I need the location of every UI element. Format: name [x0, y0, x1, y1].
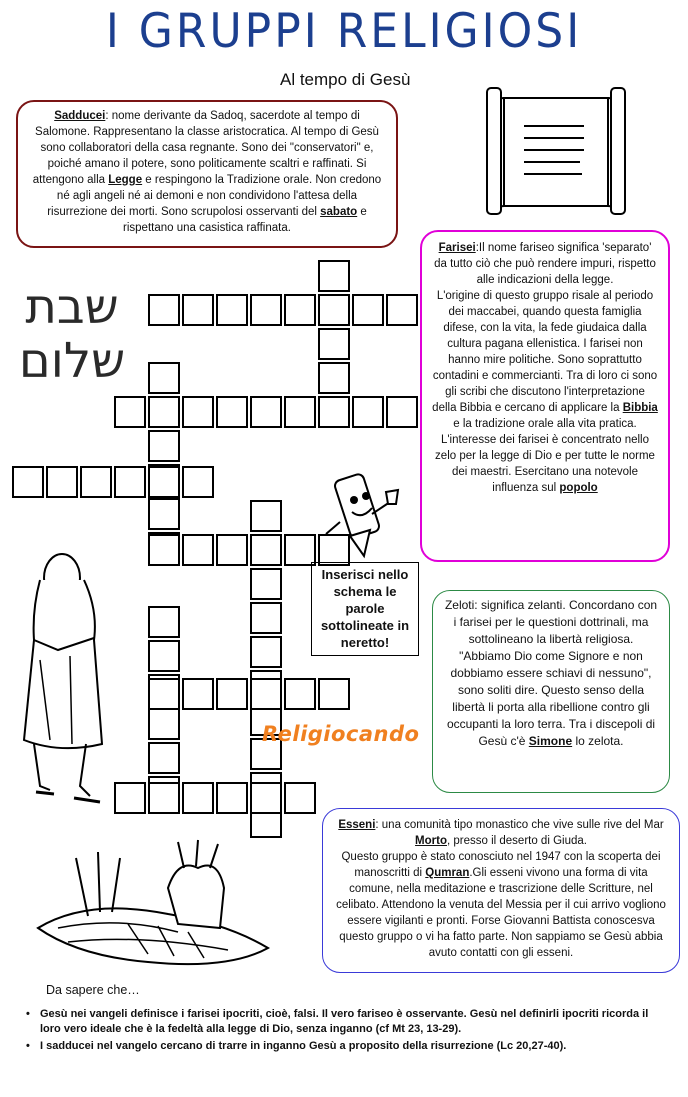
crossword-cell[interactable] [250, 602, 282, 634]
esseni-box [322, 808, 680, 973]
hebrew-line-1: שבת [25, 279, 119, 335]
crossword-cell[interactable] [352, 396, 384, 428]
crossword-cell[interactable] [250, 500, 282, 532]
zeloti-box [432, 590, 670, 793]
crossword-cell[interactable] [250, 678, 282, 710]
hebrew-line-2: שלום [18, 333, 126, 389]
crossword-cell[interactable] [318, 294, 350, 326]
crossword-cell[interactable] [148, 396, 180, 428]
notes-list [26, 1007, 666, 1054]
crossword-cell[interactable] [148, 678, 180, 710]
crossword-cell[interactable] [148, 498, 180, 530]
keyword-qumran: Qumran [425, 867, 470, 879]
crossword-cell[interactable] [148, 640, 180, 672]
keyword-bibbia: Bibbia [622, 402, 658, 414]
zeloti-text: Zeloti: significa zelanti. Concordano con i farisei per le questioni dottrinali, ma sottolineano la libertà religiosa. "Abbiamo Dio come Signore e non dobbiamo essere schiavi di nessuno", sono soliti dire. Questo senso della libertà li porta alla ribellione contro gli occupanti la loro terra. Tra i discepoli di Gesù c'è [444, 598, 658, 748]
crossword-cell[interactable] [216, 294, 248, 326]
page-title: I GRUPPI RELIGIOSI [105, 3, 583, 60]
keyword-legge: Legge [108, 174, 143, 186]
pencil-mascot-illustration [320, 462, 410, 562]
crossword-cell[interactable] [114, 466, 146, 498]
crossword-cell[interactable] [250, 636, 282, 668]
crossword-cell[interactable] [250, 568, 282, 600]
crossword-cell[interactable] [148, 362, 180, 394]
crossword-cell[interactable] [182, 294, 214, 326]
crossword-cell[interactable] [182, 782, 214, 814]
farisei-text-3: e la tradizione orale alla vita pratica. [453, 418, 637, 430]
hebrew-shabbat-shalom [12, 280, 132, 388]
crossword-cell[interactable] [318, 678, 350, 710]
scrolls-illustration [28, 828, 278, 978]
crossword-cell[interactable] [182, 396, 214, 428]
crossword-cell[interactable] [148, 782, 180, 814]
instruction-box: Inserisci nello schema le parole sottolineate in neretto! [311, 562, 419, 656]
sadducei-text-3: e rispettano una casistica raffinata. [123, 206, 367, 234]
crossword-cell[interactable] [318, 328, 350, 360]
esseni-term: Esseni [338, 819, 376, 831]
crossword-cell[interactable] [250, 782, 282, 814]
jesus-figure-illustration [10, 540, 120, 810]
crossword-cell[interactable] [148, 294, 180, 326]
keyword-morto: Morto [415, 835, 447, 847]
crossword-cell[interactable] [318, 362, 350, 394]
crossword-cell[interactable] [284, 396, 316, 428]
crossword-cell[interactable] [216, 396, 248, 428]
crossword-cell[interactable] [386, 294, 418, 326]
crossword-cell[interactable] [182, 534, 214, 566]
crossword-cell[interactable] [284, 782, 316, 814]
crossword-cell[interactable] [318, 396, 350, 428]
sadducei-text: : nome derivante da Sadoq, sacerdote al tempo di Salomone. Rappresentano la classe aristocratica. Al tempo di Gesù sono collaboratori della casa regnante. Sono dei "conservatori" e, poiché amano il potere, sono politicamente scaltri e raffinati. Si attengono alla [32, 110, 379, 186]
farisei-text-4: L'interesse dei farisei è concentrato nello zelo per la legge di Dio e per tutte le norme dei maestri. Esercitano una notevole influenza sul [435, 434, 655, 494]
crossword-cell[interactable] [284, 678, 316, 710]
esseni-text-2: , presso il deserto di Giuda. [446, 835, 587, 847]
crossword-cell[interactable] [182, 466, 214, 498]
crossword-cell[interactable] [216, 534, 248, 566]
crossword-cell[interactable] [80, 466, 112, 498]
note-item: • I sadducei nel vangelo cercano di trarre in inganno Gesù a proposito della risurrezione (Lc 20,27-40). [26, 1039, 666, 1054]
crossword-cell[interactable] [250, 396, 282, 428]
farisei-text: :Il nome fariseo significa 'separato' da tutto ciò che può rendere impuri, rispetto alle indicazioni della legge. [434, 242, 656, 286]
crossword-cell[interactable] [148, 606, 180, 638]
sapere-title: Da sapere che… [46, 983, 140, 997]
scroll-illustration [484, 86, 644, 216]
sadducei-term: Sadducei [54, 110, 106, 122]
crossword-cell[interactable] [284, 294, 316, 326]
page-subtitle: Al tempo di Gesù [280, 70, 411, 89]
crossword-cell[interactable] [12, 466, 44, 498]
crossword-cell[interactable] [318, 260, 350, 292]
keyword-popolo: popolo [559, 482, 598, 494]
crossword-cell[interactable] [148, 466, 180, 498]
esseni-text: : una comunità tipo monastico che vive sulle rive del Mar [375, 819, 664, 831]
sadducei-box [16, 100, 398, 248]
crossword-cell[interactable] [250, 294, 282, 326]
keyword-sabato: sabato [320, 206, 358, 218]
sadducei-text-2: e respingono la Tradizione orale. Non credono né agli angeli né ai demoni e non condividono l'attesa della risurrezione dei morti. Sono scrupolosi osservanti del [47, 174, 382, 218]
crossword-cell[interactable] [148, 742, 180, 774]
esseni-text-3: Questo gruppo è stato conosciuto nel 1947 con la scoperta dei manoscritti di [341, 851, 661, 879]
farisei-term: Farisei [438, 242, 476, 254]
farisei-box [420, 230, 670, 562]
esseni-text-4: .Gli esseni vivono una forma di vita comune, nella meditazione e trascrizione delle Scritture, nel celibato. Attendono la venuta del Messia per il cui arrivo vogliono essere vigilanti e pronti. Forse Giovanni Battista conoscesva questo gruppo o vi ha fatto parte. Non sappiamo se Gesù abbia avuto contatti con gli esseni. [336, 867, 666, 959]
crossword-cell[interactable] [216, 782, 248, 814]
crossword-cell[interactable] [46, 466, 78, 498]
crossword-cell[interactable] [182, 678, 214, 710]
crossword-cell[interactable] [216, 678, 248, 710]
note-item: • Gesù nei vangeli definisce i farisei ipocriti, cioè, falsi. Il vero fariseo è osservante. Gesù nel definirli ipocriti ricorda il loro vero ideale che è la fedeltà alla legge di Dio, senza inganno (cf Mt 23, 13-29). [26, 1007, 666, 1037]
crossword-cell[interactable] [148, 534, 180, 566]
crossword-cell[interactable] [250, 534, 282, 566]
religiocando-logo: Religiocando [262, 722, 420, 746]
crossword-cell[interactable] [386, 396, 418, 428]
crossword-cell[interactable] [148, 430, 180, 462]
crossword-cell[interactable] [114, 396, 146, 428]
zeloti-text-2: lo zelota. [572, 734, 624, 748]
crossword-cell[interactable] [148, 708, 180, 740]
farisei-text-2: L'origine di questo gruppo risale al periodo dei maccabei, quando questa famiglia difese, con la vita, la fede giudaica dalla cultura pagana ellenistica. I farisei non hanno mire politiche. Sono soprattutto contadini e commercianti. Tra di loro ci sono gli scribi che discutono l'interpretazione della Bibbia e cercano di applicare la [432, 290, 658, 414]
keyword-simone: Simone [528, 734, 573, 748]
crossword-cell[interactable] [352, 294, 384, 326]
